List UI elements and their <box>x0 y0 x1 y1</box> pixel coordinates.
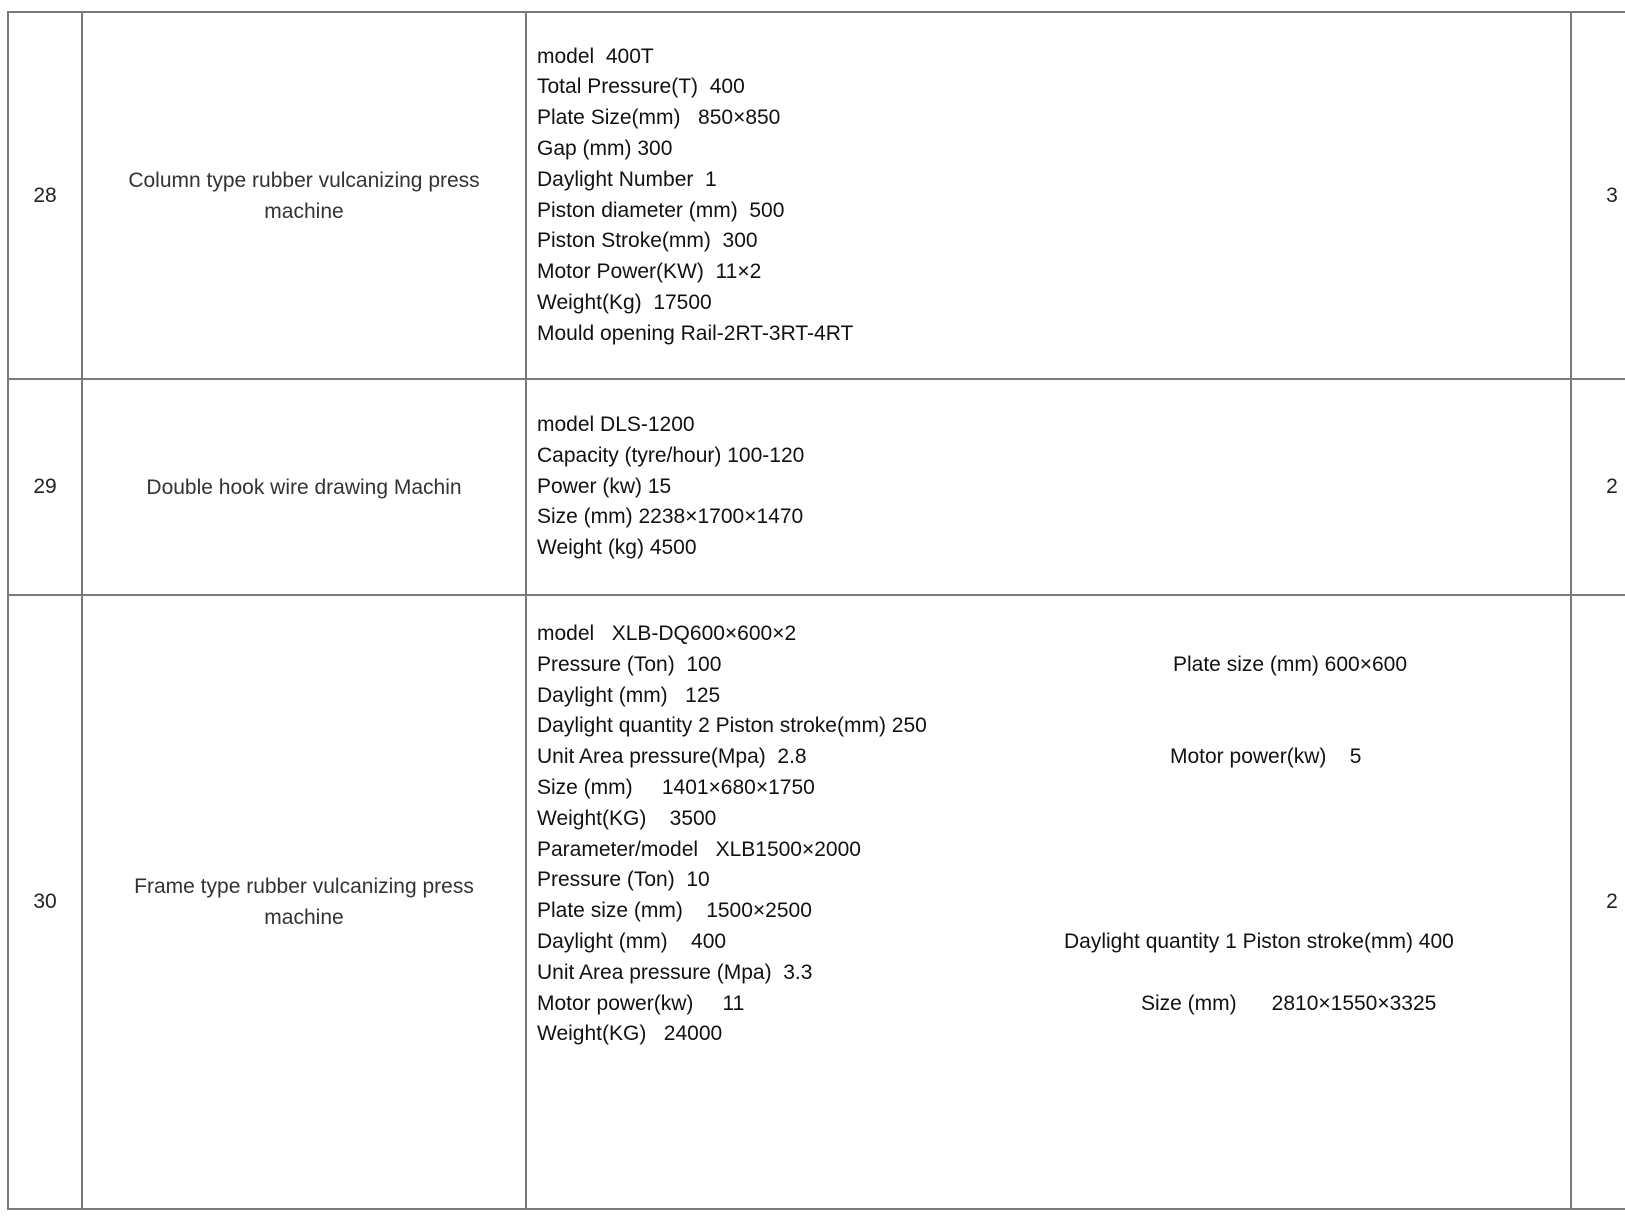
spec-line: model XLB-DQ600×600×2 <box>537 622 797 645</box>
equipment-table <box>7 11 1625 1210</box>
spec-line: Daylight (mm) 125 <box>537 683 721 707</box>
item-name: Double hook wire drawing Machin <box>82 379 526 595</box>
spec-line: Plate size (mm) 1500×2500 <box>537 899 812 923</box>
spec-line: Pressure (Ton) 100 Plate size (mm) 600×600 <box>527 650 1570 681</box>
spec-list <box>527 42 1570 350</box>
spec-line: Pressure (Ton) 10 <box>537 868 710 892</box>
spec-line: Size (mm) 1401×680×1750 <box>537 775 815 799</box>
spec-right-value: Size (mm) 2810×1550×3325 <box>1141 991 1437 1015</box>
spec-line: Piston diameter (mm) 500 <box>537 198 785 222</box>
item-specs <box>526 12 1571 379</box>
spec-line: Weight(KG) 3500 <box>537 806 717 830</box>
spec-line: model DLS-1200 <box>537 413 695 436</box>
spec-list <box>527 410 1570 564</box>
spec-right-value: Daylight quantity 1 Piston stroke(mm) 400 <box>1064 929 1454 953</box>
spec-line: Weight(Kg) 17500 <box>537 290 712 314</box>
spec-line: Daylight Number 1 <box>537 167 717 191</box>
spec-line: Plate Size(mm) 850×850 <box>537 106 781 130</box>
spec-line: Motor power(kw) 11 Size (mm) 2810×1550×3325 <box>527 989 1570 1020</box>
item-specs <box>526 379 1571 595</box>
item-number: 29 <box>8 379 82 595</box>
spec-list <box>527 619 1570 1050</box>
spec-line: Weight (kg) 4500 <box>537 536 697 560</box>
spec-line: Total Pressure(T) 400 <box>537 75 745 99</box>
table-row-29 <box>8 379 1625 595</box>
spec-line: Daylight quantity 2 Piston stroke(mm) 250 <box>537 714 927 738</box>
item-name: Frame type rubber vulcanizing press machine <box>82 595 526 1209</box>
spec-line: Mould opening Rail-2RT-3RT-4RT <box>537 321 854 345</box>
item-specs <box>526 595 1571 1209</box>
spec-line: Unit Area pressure (Mpa) 3.3 <box>537 960 813 984</box>
spec-line: Capacity (tyre/hour) 100-120 <box>537 443 805 467</box>
table-row-28 <box>8 12 1625 379</box>
spec-line: Weight(KG) 24000 <box>537 1022 723 1046</box>
item-quantity: 2 <box>1571 379 1625 595</box>
spec-line: model 400T <box>537 44 654 68</box>
item-number: 28 <box>8 12 82 379</box>
spec-line: Size (mm) 2238×1700×1470 <box>537 505 804 529</box>
spec-right-value: Motor power(kw) 5 <box>1170 745 1362 769</box>
spec-line: Gap (mm) 300 <box>537 136 673 160</box>
item-number: 30 <box>8 595 82 1209</box>
spec-line: Parameter/model XLB1500×2000 <box>537 837 861 861</box>
table-row-30 <box>8 595 1625 1209</box>
item-quantity: 2 <box>1571 595 1625 1209</box>
spec-line: Motor Power(KW) 11×2 <box>537 260 762 284</box>
item-name: Column type rubber vulcanizing press machine <box>82 12 526 379</box>
spec-line: Unit Area pressure(Mpa) 2.8 Motor power(kw) 5 <box>527 742 1570 773</box>
spec-line: Power (kw) 15 <box>537 474 672 498</box>
spec-line: Daylight (mm) 400 Daylight quantity 1 Piston stroke(mm) 400 <box>527 927 1570 958</box>
spec-right-value: Plate size (mm) 600×600 <box>1173 652 1408 676</box>
item-quantity: 3 <box>1571 12 1625 379</box>
spec-line: Piston Stroke(mm) 300 <box>537 229 758 253</box>
